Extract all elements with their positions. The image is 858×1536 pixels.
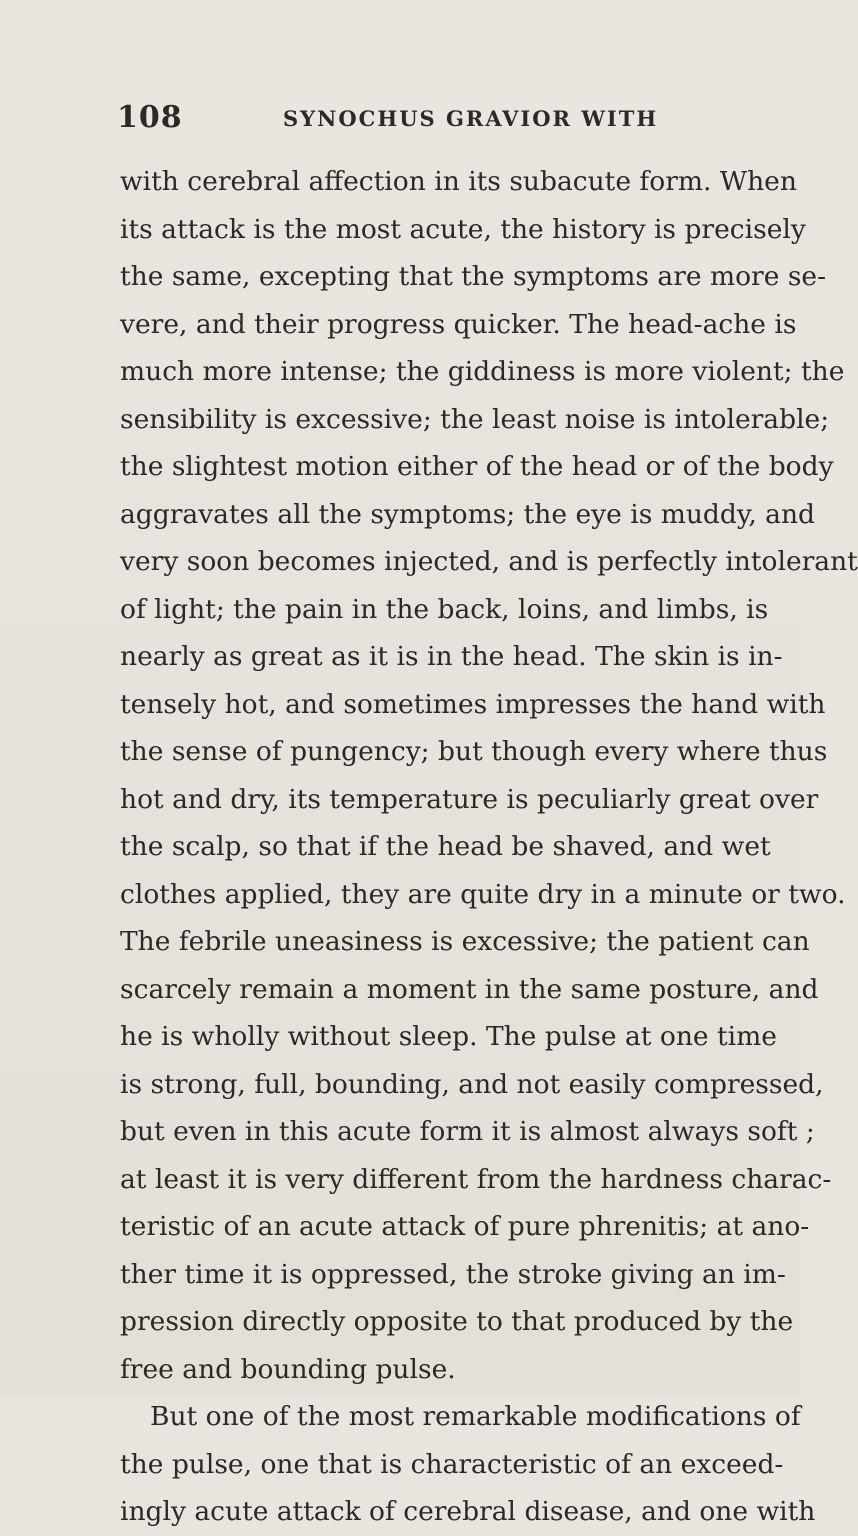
text-line: much more intense; the giddiness is more violent; the — [120, 356, 845, 387]
text-line-paragraph-start: But one of the most remarkable modifications of — [150, 1401, 801, 1432]
text-line: the scalp, so that if the head be shaved, and wet — [120, 831, 771, 862]
text-line: ther time it is oppressed, the stroke giving an im- — [120, 1258, 786, 1290]
text-line: hot and dry, its temperature is peculiarly great over — [120, 783, 819, 815]
text-line: very soon becomes injected, and is perfectly intolerant — [120, 546, 858, 577]
text-line: ingly acute attack of cerebral disease, and one with — [120, 1496, 816, 1527]
text-line: tensely hot, and sometimes impresses the hand with — [120, 688, 826, 720]
body-text — [120, 158, 858, 1536]
text-line: its attack is the most acute, the history is precisely — [120, 213, 806, 245]
running-head — [117, 100, 737, 140]
text-line: with cerebral affection in its subacute form. When — [120, 166, 797, 197]
text-line: of light; the pain in the back, loins, and limbs, is — [120, 593, 769, 625]
text-line: vere, and their progress quicker. The head-ache is — [120, 308, 797, 340]
text-line: at least it is very different from the hardness charac- — [120, 1163, 832, 1195]
text-line: but even in this acute form it is almost always soft ; — [120, 1116, 815, 1147]
text-line: the same, excepting that the symptoms are more se- — [120, 261, 827, 292]
text-line: nearly as great as it is in the head. The skin is in- — [120, 641, 783, 672]
text-line: scarcely remain a moment in the same posture, and — [120, 973, 819, 1005]
text-line: the sense of pungency; but though every where thus — [120, 736, 828, 767]
text-line: the pulse, one that is characteristic of an exceed- — [120, 1448, 784, 1480]
text-line: The febrile uneasiness is excessive; the patient can — [120, 926, 810, 957]
text-line: the slightest motion either of the head or of the body — [120, 451, 834, 482]
text-line-paragraph-end: free and bounding pulse. — [120, 1353, 456, 1385]
page-number: 108 — [117, 100, 183, 135]
running-title: SYNOCHUS GRAVIOR WITH — [283, 106, 659, 131]
text-line: sensibility is excessive; the least noise is intolerable; — [120, 403, 830, 435]
text-line: clothes applied, they are quite dry in a minute or two. — [120, 878, 846, 910]
text-line: pression directly opposite to that produced by the — [120, 1306, 794, 1337]
text-line: is strong, full, bounding, and not easily compressed, — [120, 1068, 824, 1100]
text-line: he is wholly without sleep. The pulse at one time — [120, 1021, 777, 1052]
text-line: teristic of an acute attack of pure phrenitis; at ano- — [120, 1211, 810, 1242]
text-line: aggravates all the symptoms; the eye is muddy, and — [120, 498, 815, 530]
